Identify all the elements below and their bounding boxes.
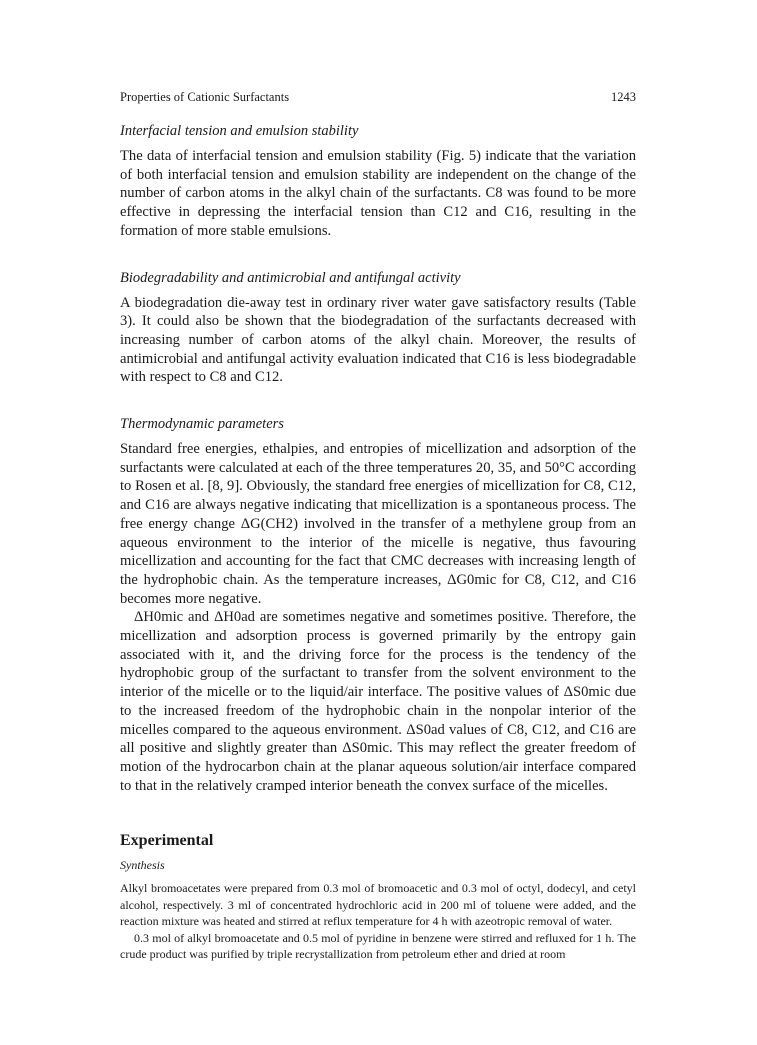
page-number: 1243 xyxy=(611,90,636,104)
section-heading-thermodynamic: Thermodynamic parameters xyxy=(120,416,284,433)
paragraph-interfacial: The data of interfacial tension and emulsion stability (Fig. 5) indicate that the variation of both interfacial tension and emulsion stability are independent on the change of the number of carbon atoms in the alkyl chain of the surfactants. C8 was found to be more effective in depressing the interfacial tension than C12 and C16, resulting in the formation of more stable emulsions. xyxy=(120,148,636,239)
paragraph-thermodynamic-2: ΔH0mic and ΔH0ad are sometimes negative and sometimes positive. Therefore, the micellization and adsorption process is governed primarily by the entropy gain associated with it, and the driving force for the process is the tendency of the hydrophobic group of the surfactant to transfer from the solvent environment to the interior of the micelle or to the liquid/air interface. The positive values of ΔS0mic due to the increased freedom of the hydrophobic chain in the nonpolar interior of the micelles compared to the aqueous environment. ΔS0ad values of C8, C12, and C16 are all positive and slightly greater than ΔS0mic. This may reflect the greater freedom of motion of the hydrocarbon chain at the planar aqueous solution/air interface compared to that in the relatively cramped interior beneath the convex surface of the micelles. xyxy=(120,609,636,794)
section-heading-interfacial: Interfacial tension and emulsion stability xyxy=(120,123,359,139)
section-heading-biodegradability: Biodegradability and antimicrobial and antifungal activity xyxy=(120,269,461,286)
subheading-synthesis: Synthesis xyxy=(120,858,165,873)
paragraph-synthesis-1: Alkyl bromoacetates were prepared from 0.3 mol of bromoacetic and 0.3 mol of octyl, dodecyl, and cetyl alcohol, respectively. 3 ml of concentrated hydrochloric acid in 200 ml of toluene were added, and the reaction mixture was heated and stirred at reflux temperature for 4 h with azeotropic removal of water. xyxy=(120,881,636,929)
paragraph-thermodynamic-1: Standard free energies, ethalpies, and entropies of micellization and adsorption of the surfactants were calculated at each of the three temperatures 20, 35, and 50°C according to Rosen et al. [8, 9]. Obviously, the standard free energies of micellization for C8, C12, and C16 are always negative indicating that micellization is a spontaneous process. The free energy change ΔG(CH2) involved in the transfer of a methylene group from an aqueous environment to the interior of the micelle is negative, thus favouring micellization and accounting for the fact that CMC decreases with increasing length of the hydrophobic chain. As the temperature increases, ΔG0mic for C8, C12, and C16 becomes more negative. xyxy=(120,441,636,607)
paragraph-biodegradability: A biodegradation die-away test in ordinary river water gave satisfactory results (Table 3). It could also be shown that the biodegradation of the surfactants decreased with increasing number of carbon atoms of the alkyl chain. Moreover, the results of antimicrobial and antifungal activity evaluation indicated that C16 is less biodegradable with respect to C8 and C12. xyxy=(120,294,636,386)
main-content xyxy=(120,122,636,963)
paragraph-synthesis-2: 0.3 mol of alkyl bromoacetate and 0.5 mol of pyridine in benzene were stirred and refluxed for 1 h. The crude product was purified by triple recrystallization from petroleum ether and dried at room xyxy=(120,930,636,962)
section-heading-experimental: Experimental xyxy=(120,832,214,850)
running-head-title: Properties of Cationic Surfactants xyxy=(120,90,290,104)
